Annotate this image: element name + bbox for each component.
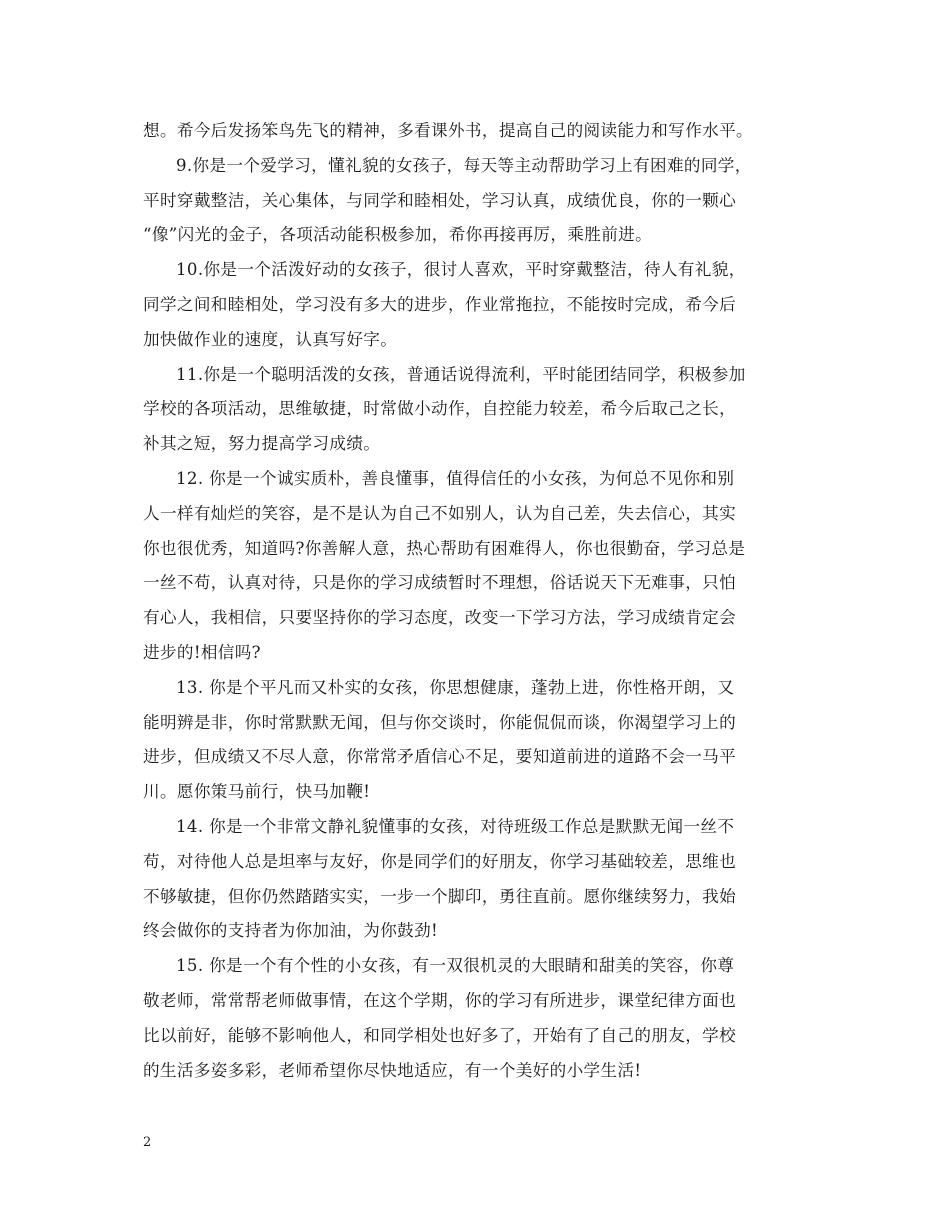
- text-line: 11.你是一个聪明活泼的女孩，普通话说得流利，平时能团结同学，积极参加: [176, 364, 746, 384]
- text-line: 敬老师，常常帮老师做事情，在这个学期，你的学习有所进步，课堂纪律方面也: [143, 990, 737, 1010]
- text-line: “像”闪光的金子，各项活动能积极参加，希你再接再厉，乘胜前进。: [143, 225, 653, 245]
- text-line: 13. 你是个平凡而又朴实的女孩，你思想健康，蓬勃上进，你性格开朗，又: [176, 677, 735, 697]
- text-line: 学校的各项活动，思维敏捷，时常做小动作，自控能力较差，希今后取己之长，: [143, 399, 737, 419]
- text-line: 15. 你是一个有个性的小女孩，有一双很机灵的大眼睛和甜美的笑容，你尊: [176, 956, 735, 976]
- text-line: 比以前好，能够不影响他人，和同学相处也好多了，开始有了自己的朋友，学校: [143, 1025, 737, 1045]
- text-line: 一丝不苟，认真对待，只是你的学习成绩暂时不理想，俗话说天下无难事，只怕: [143, 573, 737, 593]
- text-line: 川。愿你策马前行，快马加鞭!: [143, 782, 371, 802]
- document-body: [143, 114, 811, 1088]
- text-line: 苟，对待他人总是坦率与友好，你是同学们的好朋友，你学习基础较差，思维也: [143, 851, 737, 871]
- text-line: 进步，但成绩又不尽人意，你常常矛盾信心不足，要知道前进的道路不会一马平: [143, 747, 737, 767]
- text-line: 能明辨是非，你时常默默无闻，但与你交谈时，你能侃侃而谈，你渴望学习上的: [143, 712, 737, 732]
- text-line: 9.你是一个爱学习，懂礼貌的女孩子，每天等主动帮助学习上有困难的同学，: [176, 155, 752, 175]
- text-line: 终会做你的支持者为你加油，为你鼓劲!: [143, 921, 439, 941]
- text-line: 加快做作业的速度，认真写好字。: [143, 329, 398, 349]
- text-line: 进步的!相信吗?: [143, 642, 261, 662]
- text-line: 12. 你是一个诚实质朴，善良懂事，值得信任的小女孩，为何总不见你和别: [176, 468, 735, 488]
- page-number: 2: [143, 1135, 152, 1150]
- text-line: 人一样有灿烂的笑容，是不是认为自己不如别人，认为自己差，失去信心，其实: [143, 503, 737, 523]
- text-line: 补其之短，努力提高学习成绩。: [143, 434, 381, 454]
- text-line: 你也很优秀，知道吗?你善解人意，热心帮助有困难得人，你也很勤奋，学习总是: [143, 538, 746, 558]
- text-line: 有心人，我相信，只要坚持你的学习态度，改变一下学习方法，学习成绩肯定会: [143, 608, 737, 628]
- text-line: 平时穿戴整洁，关心集体，与同学和睦相处，学习认真，成绩优良，你的一颗心: [143, 190, 737, 210]
- text-line: 想。希今后发扬笨鸟先飞的精神，多看课外书，提高自己的阅读能力和写作水平。: [143, 121, 753, 140]
- text-line: 同学之间和睦相处，学习没有多大的进步，作业常拖拉，不能按时完成，希今后: [143, 294, 737, 314]
- text-line: 的生活多姿多彩，老师希望你尽快地适应，有一个美好的小学生活!: [143, 1060, 642, 1080]
- text-line: 10.你是一个活泼好动的女孩子，很讨人喜欢，平时穿戴整洁，待人有礼貌，: [176, 260, 746, 280]
- text-line: 14. 你是一个非常文静礼貌懂事的女孩，对待班级工作总是默默无闻一丝不: [176, 816, 735, 836]
- text-line: 不够敏捷，但你仍然踏踏实实，一步一个脚印，勇往直前。愿你继续努力，我始: [143, 886, 737, 906]
